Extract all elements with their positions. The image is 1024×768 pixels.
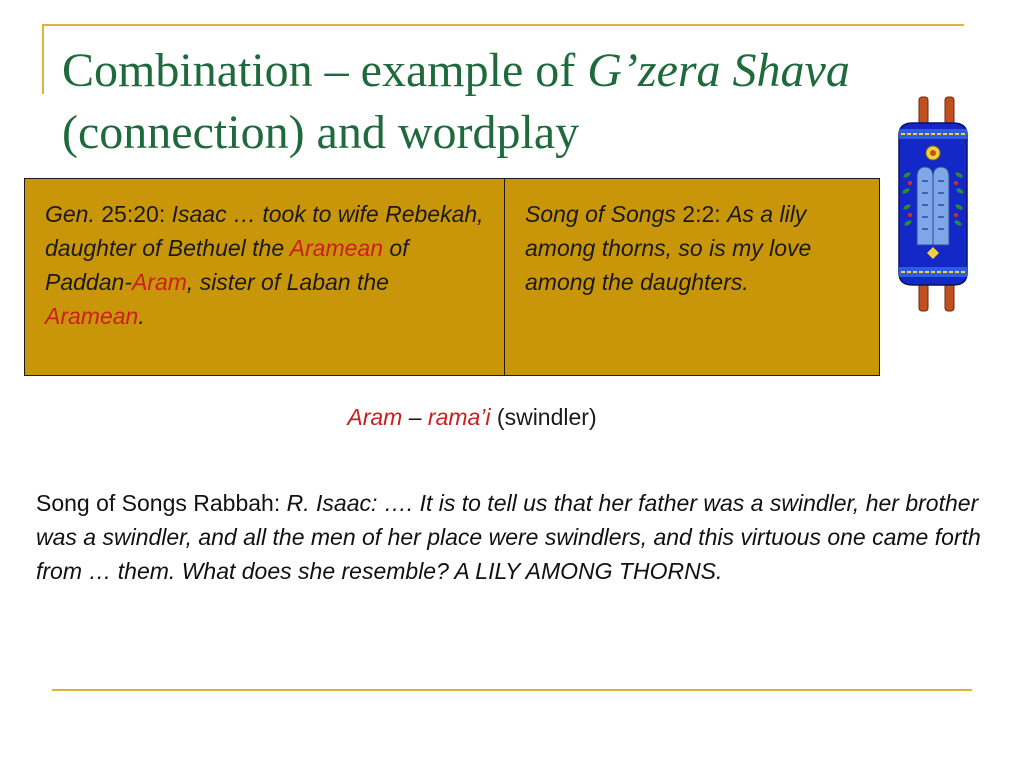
slide-title (62, 40, 902, 164)
song-ref-label: Song of Songs (525, 201, 676, 227)
genesis-ref-number: 25:20: (94, 201, 172, 227)
song-ref-number: 2:2: (675, 201, 728, 227)
wordplay-line (0, 400, 944, 434)
genesis-text-3: , sister of Laban the (186, 269, 389, 295)
wordplay-ramai: rama’i (427, 404, 491, 430)
wordplay-aram: Aram (347, 404, 403, 430)
title-line1-prefix: Combination – example of (62, 44, 588, 97)
song-verse-text: As a lily among thorns, so is my love among the daughters. (525, 201, 812, 295)
title-line2: (connection) and wordplay (62, 106, 580, 159)
genesis-aramean-1: Aramean (289, 235, 383, 261)
wordplay-dash: – (402, 404, 428, 430)
genesis-text-4: . (138, 303, 145, 329)
genesis-aramean-2: Aramean (45, 303, 139, 329)
genesis-aram: Aram (131, 269, 187, 295)
wordplay-gloss: (swindler) (490, 404, 597, 430)
verse-comparison-table (24, 178, 880, 376)
midrash-quote-text: R. Isaac: …. It is to tell us that her father was a swindler, her brother was a swindler, and all the men of her place were swindlers, and this virtuous one came forth from … them. What does she resemble? A LILY AMONG THORNS. (36, 490, 981, 584)
genesis-ref-label: Gen. (45, 201, 95, 227)
title-line1-italic: G’zera Shava (587, 44, 850, 97)
torah-scroll-icon (893, 95, 973, 313)
frame-left-line (42, 24, 44, 94)
genesis-text-1: Isaac … took to wife Rebekah, daughter of Bethuel the (45, 201, 484, 261)
frame-bottom-line (52, 689, 972, 691)
song-of-songs-verse-cell (505, 179, 879, 375)
frame-top-line (42, 24, 964, 26)
midrash-quote (36, 486, 986, 588)
genesis-verse-cell (25, 179, 505, 375)
genesis-text-2: of Paddan- (45, 235, 409, 295)
midrash-source-label: Song of Songs Rabbah: (36, 490, 287, 516)
